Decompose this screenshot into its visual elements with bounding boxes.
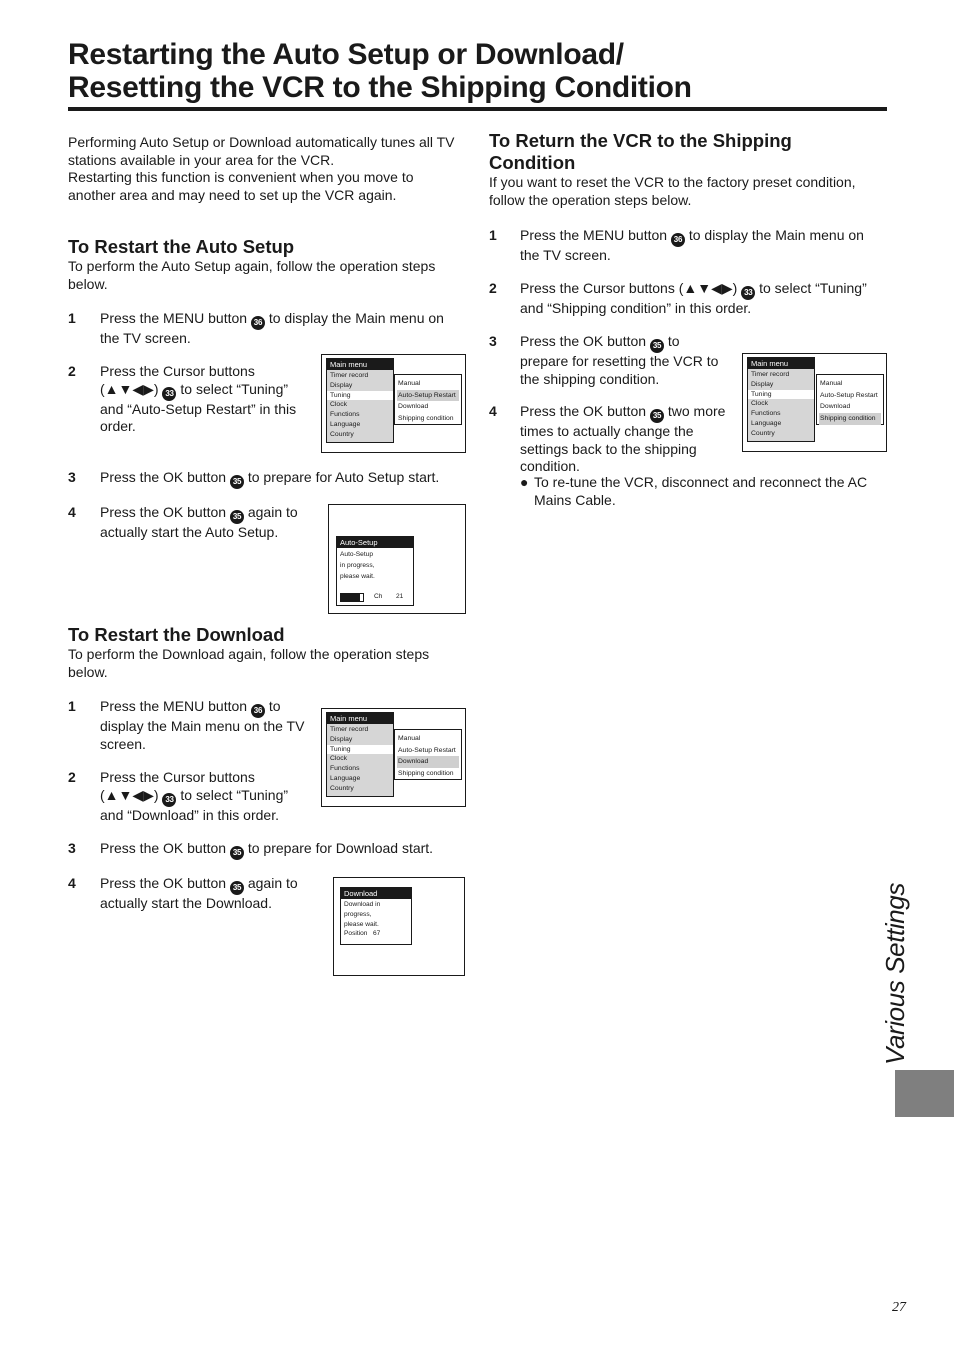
download-message-line: please wait. (344, 920, 379, 928)
main-menu-item: Language (751, 419, 782, 427)
page-title-line-2: Resetting the VCR to the Shipping Condition (68, 71, 692, 104)
main-menu-item-selected: Tuning (327, 745, 393, 755)
main-menu-panel (326, 358, 394, 443)
menu-button-badge: 36 (251, 704, 265, 718)
auto-step-1-number: 1 (68, 310, 76, 326)
auto-setup-progress-bar (340, 593, 364, 602)
main-menu-item-selected: Tuning (748, 390, 814, 400)
main-menu-item: Clock (330, 755, 347, 763)
page-number: 27 (892, 1300, 906, 1315)
main-menu-item: Clock (330, 401, 347, 409)
cursor-button-badge: 33 (162, 387, 176, 401)
main-menu-item: Timer record (330, 726, 369, 733)
auto-setup-dialog-title: Auto-Setup (337, 537, 413, 548)
section-side-label: Various Settings (880, 883, 910, 1065)
shipping-note: To re-tune the VCR, disconnect and reconnect the AC Mains Cable. (534, 474, 868, 508)
tuning-item: Auto-Setup Restart (820, 391, 878, 399)
main-menu-item: Country (330, 430, 354, 438)
download-menu-screen (321, 708, 466, 807)
main-menu-title: Main menu (748, 358, 814, 369)
tuning-item: Shipping condition (398, 770, 454, 778)
auto-setup-message-line: in progress, (340, 562, 375, 569)
main-menu-panel (326, 712, 394, 797)
main-menu-item: Functions (751, 410, 781, 418)
channel-label: Ch (374, 593, 383, 600)
ok-button-badge: 35 (230, 475, 244, 489)
main-menu-list (327, 724, 393, 796)
auto-setup-message-line: please wait. (340, 573, 375, 580)
auto-setup-intro: To perform the Auto Setup again, follow the operation steps below. (68, 258, 436, 292)
shipping-step-1-number: 1 (489, 227, 497, 243)
download-step-1-number: 1 (68, 698, 76, 714)
shipping-menu-screen (742, 353, 887, 452)
shipping-heading: To Return the VCR to the Shipping Condition (489, 130, 792, 173)
tuning-item: Auto-Setup Restart (398, 746, 456, 754)
auto-setup-dialog (336, 536, 414, 606)
main-menu-item: Language (330, 774, 361, 782)
intro-paragraph-1: Performing Auto Setup or Download automatically tunes all TV stations available in your area for the VCR. (68, 134, 455, 168)
menu-button-badge: 36 (251, 316, 265, 330)
main-menu-item: Country (330, 784, 354, 792)
main-menu-panel (747, 357, 815, 442)
main-menu-item-selected: Tuning (327, 391, 393, 401)
auto-step-4-text: Press the OK button 35 again to actually start the Auto Setup. (100, 504, 298, 540)
main-menu-item: Functions (330, 765, 360, 773)
download-message-line: Download in (344, 901, 381, 908)
tuning-item: Manual (398, 735, 421, 742)
download-dialog (340, 887, 412, 945)
shipping-step-4-text: Press the OK button 35 two more times to actually change the settings back to the shipping condition. (520, 403, 726, 475)
main-menu-item: Display (751, 380, 774, 388)
tuning-item: Manual (398, 380, 421, 387)
download-step-1-text: Press the MENU button 36 to display the Main menu on the TV screen. (100, 698, 305, 752)
main-menu-list (748, 369, 814, 441)
auto-step-3-number: 3 (68, 469, 76, 485)
download-step-2-text: Press the Cursor buttons (▲▼◀▶) 33 to select “Tuning” and “Download” in this order. (100, 769, 289, 823)
tuning-item-selected: Shipping condition (819, 413, 881, 425)
tuning-item: Download (398, 403, 429, 411)
auto-setup-message-line: Auto-Setup (340, 551, 373, 558)
position-label: Position (344, 930, 368, 938)
main-menu-item: Functions (330, 411, 360, 419)
ok-button-badge: 35 (230, 846, 244, 860)
position-value: 67 (372, 930, 381, 938)
download-dialog-title: Download (341, 888, 411, 899)
auto-step-1-text: Press the MENU button 36 to display the Main menu on the TV screen. (100, 310, 444, 346)
auto-step-3-text: Press the OK button 35 to prepare for Auto Setup start. (100, 469, 470, 489)
ok-button-badge: 35 (650, 339, 664, 353)
main-menu-item: Display (330, 381, 353, 389)
main-menu-item: Country (751, 429, 775, 437)
auto-setup-menu-screen (321, 354, 466, 453)
shipping-step-1-text: Press the MENU button 36 to display the Main menu on the TV screen. (520, 227, 864, 263)
menu-button-badge: 36 (671, 233, 685, 247)
download-heading: To Restart the Download (68, 624, 285, 645)
tuning-item: Shipping condition (398, 415, 454, 423)
download-intro: To perform the Download again, follow the operation steps below. (68, 646, 430, 680)
ok-button-badge: 35 (230, 881, 244, 895)
section-tab-marker (895, 1070, 954, 1117)
auto-step-2-number: 2 (68, 363, 76, 379)
cursor-button-badge: 33 (162, 793, 176, 807)
auto-setup-progress-screen (328, 504, 466, 614)
cursor-arrows-icon: ▲▼◀▶ (104, 380, 154, 397)
download-progress-screen (333, 877, 465, 976)
channel-value: 21 (396, 593, 404, 600)
download-step-3-text: Press the OK button 35 to prepare for Download start. (100, 840, 470, 860)
main-menu-item: Language (330, 420, 361, 428)
download-position-line (341, 929, 411, 939)
main-menu-title: Main menu (327, 713, 393, 724)
ok-button-badge: 35 (230, 510, 244, 524)
download-step-4-number: 4 (68, 875, 76, 891)
page-title (68, 38, 888, 104)
auto-setup-heading: To Restart the Auto Setup (68, 236, 295, 257)
auto-step-4-number: 4 (68, 504, 76, 520)
shipping-step-3-number: 3 (489, 333, 497, 349)
download-step-3-number: 3 (68, 840, 76, 856)
cursor-arrows-icon: ▲▼◀▶ (104, 786, 154, 803)
shipping-step-4-number: 4 (489, 403, 497, 419)
tuning-item: Download (820, 403, 851, 411)
bullet-icon: ● (520, 474, 529, 490)
main-menu-item: Display (330, 735, 353, 743)
main-menu-item: Clock (751, 400, 768, 408)
tuning-submenu (394, 729, 462, 780)
auto-setup-progress-fill (341, 594, 360, 601)
tuning-item-selected: Auto-Setup Restart (397, 390, 459, 402)
cursor-button-badge: 33 (741, 286, 755, 300)
cursor-arrows-icon: ▲▼◀▶ (683, 280, 733, 296)
ok-button-badge: 35 (650, 409, 664, 423)
shipping-step-3-text: Press the OK button 35 to prepare for resetting the VCR to the shipping condition. (520, 333, 719, 387)
download-step-2-number: 2 (68, 769, 76, 785)
intro-paragraph-2: Restarting this function is convenient when you move to another area and may need to set up the VCR again. (68, 169, 414, 203)
auto-step-2-text: Press the Cursor buttons (▲▼◀▶) 33 to select “Tuning” and “Auto-Setup Restart” in this order. (100, 363, 297, 435)
main-menu-item: Timer record (330, 372, 369, 379)
main-menu-item: Timer record (751, 371, 790, 378)
shipping-step-2-number: 2 (489, 280, 497, 296)
page-title-line-1: Restarting the Auto Setup or Download/ (68, 38, 624, 71)
main-menu-title: Main menu (327, 359, 393, 370)
tuning-submenu (394, 374, 462, 425)
tuning-item: Manual (820, 380, 843, 387)
title-rule (68, 107, 887, 111)
intro-text (68, 134, 458, 204)
main-menu-list (327, 370, 393, 442)
tuning-item-selected: Download (397, 756, 459, 768)
shipping-intro: If you want to reset the VCR to the factory preset condition, follow the operation steps below. (489, 174, 856, 208)
download-message-line: progress, (344, 910, 372, 918)
download-step-4-text: Press the OK button 35 again to actually start the Download. (100, 875, 298, 911)
tuning-submenu (816, 374, 884, 425)
shipping-step-2-text: Press the Cursor buttons (▲▼◀▶) 33 to select “Tuning” and “Shipping condition” in this order. (520, 280, 867, 316)
